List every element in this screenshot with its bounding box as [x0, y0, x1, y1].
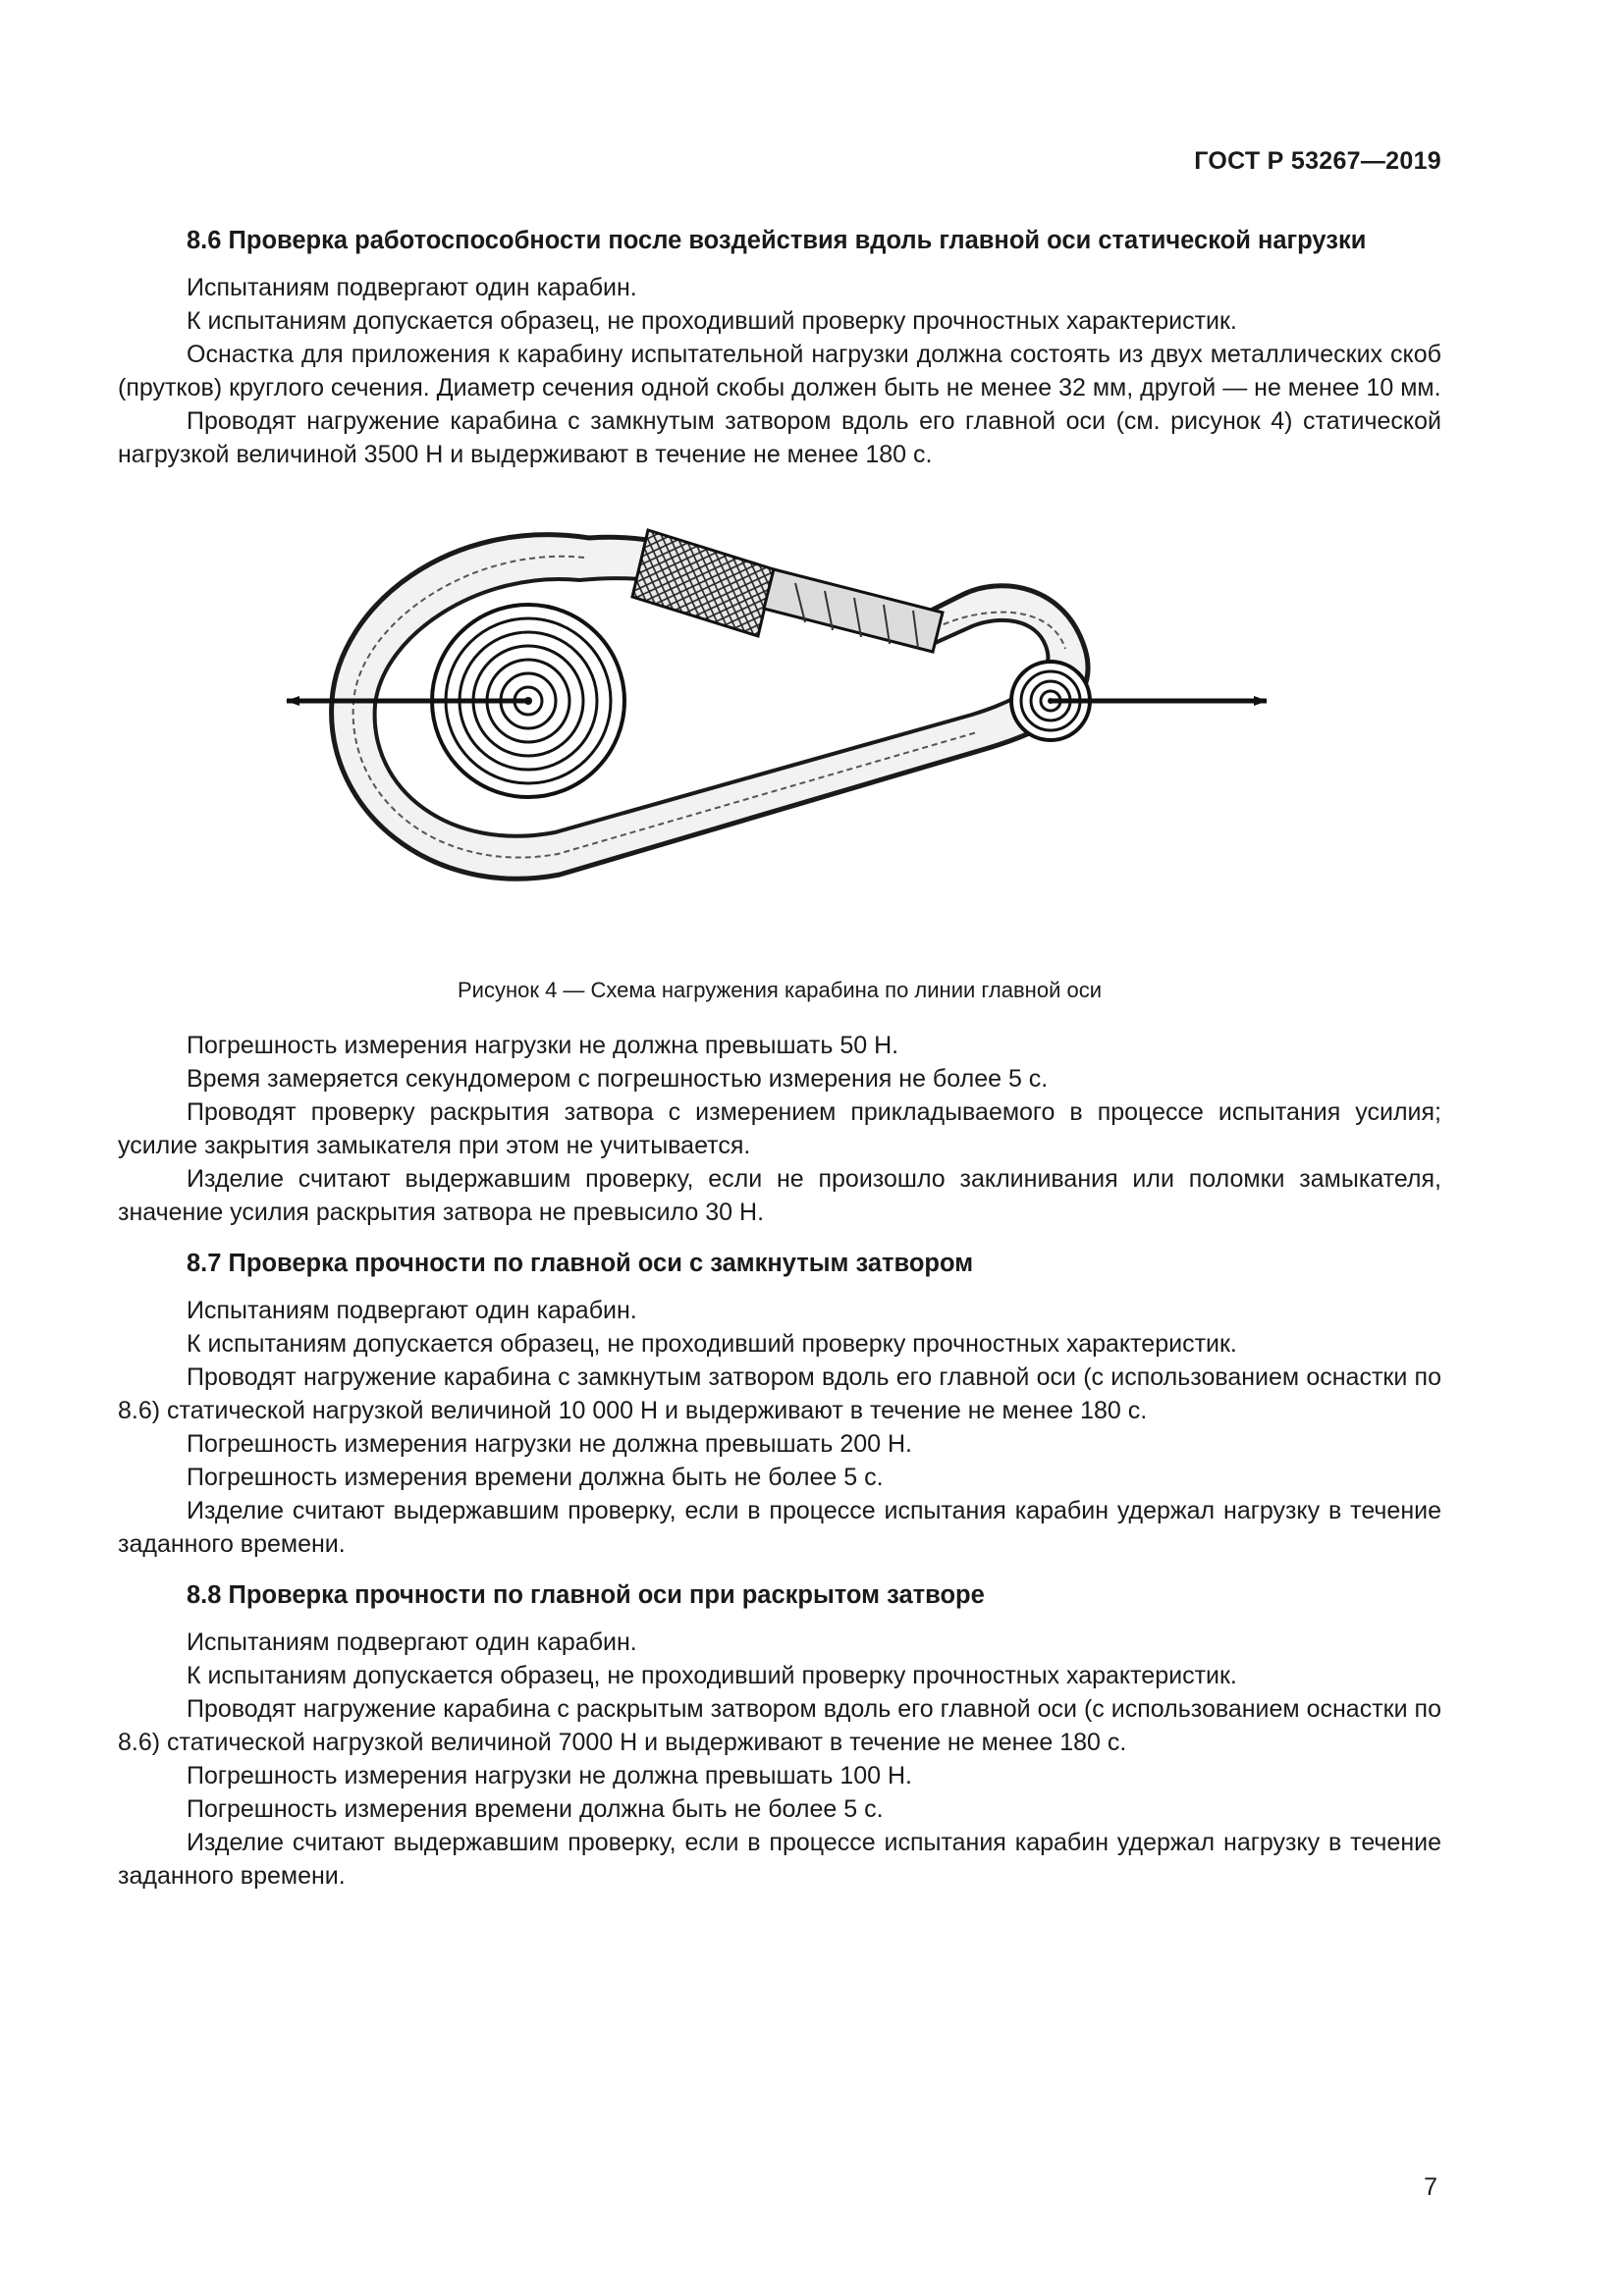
- paragraph: Погрешность измерения времени должна быть не более 5 с.: [187, 1464, 884, 1491]
- paragraph: Погрешность измерения нагрузки не должна превышать 200 Н.: [187, 1430, 912, 1458]
- paragraph: Изделие считают выдержавшим проверку, если в процессе испытания карабин удержал нагрузку в течение заданного времени.: [118, 1497, 1441, 1558]
- paragraph: Изделие считают выдержавшим проверку, если не произошло заклинивания или поломки замыкателя, значение усилия раскрытия затвора не превысило 30 Н.: [118, 1165, 1441, 1226]
- carabiner-load-diagram-icon: [118, 487, 1441, 966]
- document-body: [118, 224, 1441, 1893]
- document-id-header: ГОСТ Р 53267—2019: [1194, 147, 1441, 175]
- paragraph: Проводят нагружение карабина с замкнутым затвором вдоль его главной оси (с использованием оснастки по 8.6) статической нагрузкой величиной 10 000 Н и выдерживают в течение не менее 180 с.: [118, 1363, 1441, 1424]
- section-title: 8.6 Проверка работоспособности после воздействия вдоль главной оси статической нагрузки: [187, 227, 1367, 254]
- paragraph: К испытаниям допускается образец, не проходивший проверку прочностных характеристик.: [187, 1330, 1237, 1358]
- paragraph: Время замеряется секундомером с погрешностью измерения не более 5 с.: [187, 1065, 1049, 1093]
- paragraph: Испытаниям подвергают один карабин.: [187, 274, 637, 301]
- paragraph: Проводят нагружение карабина с раскрытым затвором вдоль его главной оси (с использованием оснастки по 8.6) статической нагрузкой величиной 7000 Н и выдерживают в течение не менее 180 с.: [118, 1695, 1441, 1756]
- section-8-6: [118, 224, 1441, 1229]
- paragraph: Испытаниям подвергают один карабин.: [187, 1297, 637, 1324]
- figure-caption: Рисунок 4 — Схема нагружения карабина по линии главной оси: [458, 978, 1102, 1002]
- paragraph: Проводят нагружение карабина с замкнутым затвором вдоль его главной оси (см. рисунок 4) статической нагрузкой величиной 3500 Н и выдерживают в течение не менее 180 с.: [118, 407, 1441, 468]
- paragraph: Испытаниям подвергают один карабин.: [187, 1629, 637, 1656]
- paragraph: Погрешность измерения нагрузки не должна превышать 50 Н.: [187, 1032, 899, 1059]
- paragraph: Погрешность измерения нагрузки не должна превышать 100 Н.: [187, 1762, 912, 1789]
- paragraph: Изделие считают выдержавшим проверку, если в процессе испытания карабин удержал нагрузку в течение заданного времени.: [118, 1829, 1441, 1890]
- section-title: 8.8 Проверка прочности по главной оси при раскрытом затворе: [187, 1581, 985, 1609]
- section-title: 8.7 Проверка прочности по главной оси с замкнутым затвором: [187, 1250, 974, 1277]
- page-number: 7: [1424, 2173, 1437, 2201]
- paragraph: Оснастка для приложения к карабину испытательной нагрузки должна состоять из двух металлических скоб (прутков) круглого сечения. Диаметр сечения одной скобы должен быть не менее 32 мм, другой — не менее 10 мм.: [118, 341, 1441, 401]
- paragraph: К испытаниям допускается образец, не проходивший проверку прочностных характеристик.: [187, 1662, 1237, 1689]
- figure-4: [118, 487, 1441, 966]
- paragraph: Проводят проверку раскрытия затвора с измерением прикладываемого в процессе испытания усилия; усилие закрытия замыкателя при этом не учитывается.: [118, 1098, 1441, 1159]
- paragraph: К испытаниям допускается образец, не проходивший проверку прочностных характеристик.: [187, 307, 1237, 335]
- section-8-7: [118, 1247, 1441, 1561]
- section-8-8: [118, 1578, 1441, 1893]
- paragraph: Погрешность измерения времени должна быть не более 5 с.: [187, 1795, 884, 1823]
